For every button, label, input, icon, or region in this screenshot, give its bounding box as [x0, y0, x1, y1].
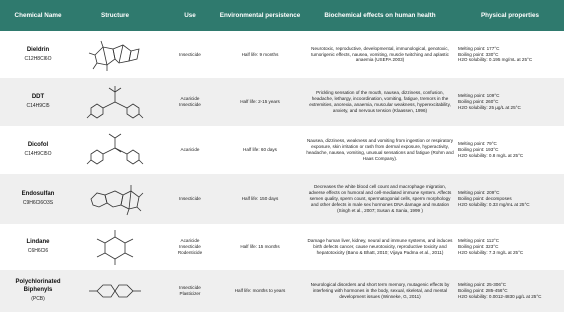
- bio-effects-cell: Nausea, dizziness, weakness and vomiting from ingestion or respiratory exposure, skin irritation or rash from dermal exposure, hyperactivity, headache, nausea, vomiting, unusual sensations and fatigue (Rohm and Haas Company).: [306, 138, 454, 161]
- physical-properties-cell: [458, 78, 562, 126]
- use-item: Acaricide: [180, 238, 200, 244]
- structure-cell: [74, 31, 156, 78]
- bio-effects-cell: Damage human liver, kidney, neural and immune systems, and induces birth defects cancer, cause neurotoxicity, reproductive toxicity and hepatotoxicity (Bano & Bhatt, 2010; Vijaya Padma et al., 2011): [307, 238, 453, 255]
- header-biochemical-effects: Biochemical effects on human health: [324, 11, 436, 19]
- physical-properties-cell: [458, 270, 562, 312]
- table-row: [0, 270, 564, 312]
- chemical-name: Dicofol: [27, 142, 49, 149]
- structure-cell: [74, 126, 156, 174]
- melting-point: Melting point: 177°C: [458, 45, 500, 51]
- solubility: H2O solubility: 7.3 mg/L at 25°C: [458, 249, 524, 255]
- chemical-name-cell: [4, 78, 72, 126]
- header-structure: Structure: [101, 11, 129, 19]
- boiling-point: Boiling point: 193°C: [458, 147, 499, 153]
- melting-point: Melting point: 112°C: [458, 238, 500, 244]
- use-cell: [162, 31, 218, 78]
- header-physical-properties: Physical properties: [480, 11, 540, 19]
- chemical-name-cell: [4, 126, 72, 174]
- persistence-cell: Half life: 2-15 years: [240, 99, 280, 105]
- use-cell: [162, 126, 218, 174]
- melting-point: Melting point: 209°C: [458, 190, 500, 196]
- pcb-structure-image: [85, 271, 145, 311]
- use-item: Insecticide: [179, 102, 201, 107]
- chemical-formula: C12H8Cl6O: [24, 55, 52, 62]
- chemical-name: Lindane: [26, 239, 50, 246]
- chemical-name: Polychlorinated Biphenyls: [15, 279, 61, 294]
- boiling-point: Boiling point: 323°C: [458, 244, 499, 250]
- ddt-structure-image: [85, 82, 145, 122]
- persistence-cell: Half life: 60 days: [243, 147, 277, 153]
- structure-cell: [74, 174, 156, 224]
- persistence-cell: Half life: months to years: [234, 288, 286, 294]
- table-row: [0, 78, 564, 126]
- chemical-name-cell: [4, 224, 72, 270]
- bio-effects-cell: Decreases the white blood cell count and macrophage migration, adverse effects on humoral and cell-mediated immune system. Affects semen quality, sperm count, spermatogonial cells, sperm morphology and other defects in male sex hormones DNA damage and mutation (Singh et al., 2007; Susan & Sania, 1999 ): [308, 184, 452, 213]
- chemical-name: Endosulfan: [21, 191, 55, 198]
- use-cell: [162, 270, 218, 312]
- header-use: Use: [184, 11, 196, 19]
- use-cell: [162, 174, 218, 224]
- endosulfan-structure-image: [85, 179, 145, 219]
- melting-point: Melting point: 109°C: [458, 93, 500, 99]
- physical-properties-cell: [458, 224, 562, 270]
- physical-properties-cell: [458, 126, 562, 174]
- solubility: H2O solubility: 0.0012-4830 µg/L at 25°C: [458, 293, 542, 299]
- melting-point: Melting point: 79°C: [458, 141, 497, 147]
- solubility: H2O solubility: 0.33 mg/mL at 25°C: [458, 201, 530, 207]
- use-item: Insecticide: [179, 51, 201, 57]
- chemical-name-cell: [4, 174, 72, 224]
- chemical-formula: C6H6Cl6: [27, 248, 49, 255]
- use-item: Insecticide: [179, 196, 201, 202]
- table-row: [0, 224, 564, 270]
- structure-cell: [74, 78, 156, 126]
- chemical-formula: C14H9Cl5O: [24, 151, 52, 158]
- header-chemical-name: Chemical Name: [14, 11, 62, 19]
- chemical-formula: C9H6Cl6O3S: [22, 200, 54, 207]
- lindane-structure-image: [85, 227, 145, 267]
- melting-point: Melting point: 25-306°C: [458, 282, 507, 288]
- chemical-formula: C14H9Cl5: [26, 103, 50, 110]
- chemical-name: DDT: [31, 94, 45, 101]
- physical-properties-cell: [458, 31, 562, 78]
- use-cell: [162, 224, 218, 270]
- bio-effects-cell: Neurological disorders and short term memory, mutagenic effects by interfering with hormones in the body, sexual, skeletal, and mental development issues (Winneke, G, 2011): [310, 282, 450, 299]
- table-row: [0, 126, 564, 174]
- use-item: Acaricide: [180, 96, 200, 102]
- persistence-cell: Half life: 15 months: [240, 244, 280, 250]
- boiling-point: Boiling point: decomposes: [458, 196, 512, 202]
- dieldrin-structure-image: [85, 35, 145, 75]
- header-persistence: Environmental persistence: [219, 11, 301, 19]
- chemical-name-cell: [4, 31, 72, 78]
- use-cell: [162, 78, 218, 126]
- bio-effects-cell: Prickling sensation of the mouth, nausea, dizziness, confusion, headache, lethargy, incoordination, vomiting, fatigue, tremors in the extremities, anorexia, anaemia, muscular weakness, hyperexcitability, anxiety, and nervous tension (Klaassen, 1996): [309, 90, 451, 113]
- use-item: Insecticide: [179, 244, 201, 250]
- boiling-point: Boiling point: 285-456°C: [458, 288, 508, 294]
- solubility: H2O solubility: 0.8 mg/L at 25°C: [458, 152, 524, 158]
- persistence-cell: Half life: 150 days: [241, 196, 279, 202]
- chemical-formula: (PCB): [31, 296, 45, 303]
- persistence-cell: Half life: 9 months: [241, 51, 279, 57]
- chemical-name-cell: [4, 270, 72, 312]
- table-row: [0, 31, 564, 78]
- boiling-point: Boiling point: 330°C: [458, 51, 499, 57]
- use-item: Insecticide: [179, 285, 201, 291]
- use-item: Acaricide: [180, 147, 200, 153]
- structure-cell: [74, 270, 156, 312]
- bio-effects-cell: Neurotoxic, reproductive, developmental, immunological, genotoxic, tumorigenic effects, nausea, vomiting, muscle twitching and aplastic anaemia (USEPA 2003): [311, 45, 449, 63]
- use-item: Rodenticide: [177, 249, 203, 255]
- solubility: H2O solubility: 0.195 mg/mL at 25°C: [458, 57, 533, 63]
- solubility: H2O solubility: 25 µg/L at 25°C: [458, 104, 521, 110]
- table-header: [0, 0, 564, 31]
- physical-properties-cell: [458, 174, 562, 224]
- boiling-point: Boiling point: 260°C: [458, 99, 499, 105]
- structure-cell: [74, 224, 156, 270]
- table-row: [0, 174, 564, 224]
- dicofol-structure-image: [85, 130, 145, 170]
- chemical-name: Dieldrin: [26, 46, 50, 53]
- use-item: Plasticizer: [179, 291, 201, 296]
